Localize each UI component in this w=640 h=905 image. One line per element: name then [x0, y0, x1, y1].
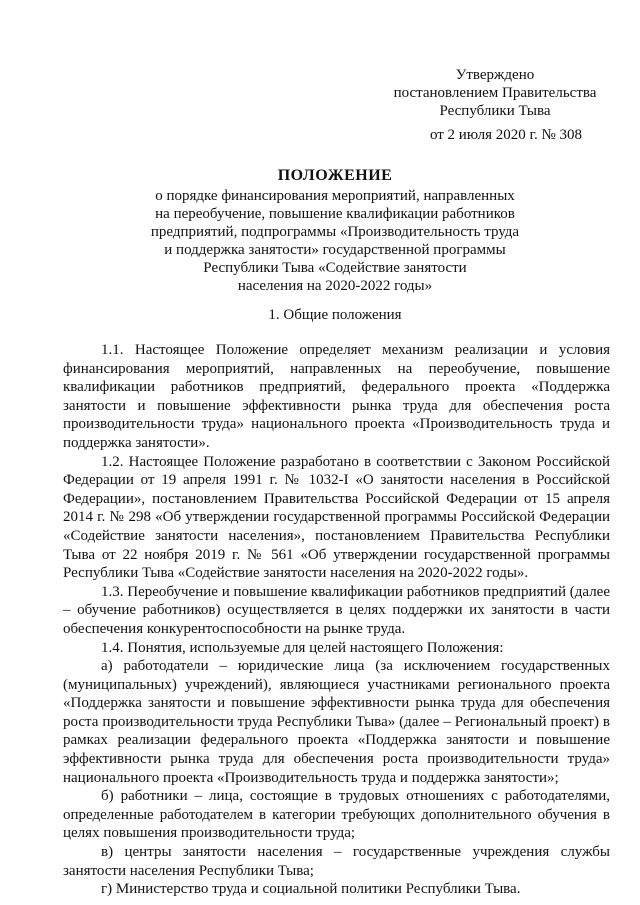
paragraph-1-2: 1.2. Настоящее Положение разработано в соответствии с Законом Российской Федерации от 19 апреля 1991 г. № 1032-I «О занятости населения в Российской Федерации», постановлением Правительства Российской Федерации от 15 апреля 2014 г. № 298 «Об утверждении государственной программы Российской Федерации «Содействие занятости населения», постановлением Правительства Республики Тыва от 22 ноября 2019 г. № 561 «Об утверждении государственной программы Республики Тыва «Содействие занятости населения на 2020-2022 годы». [63, 453, 610, 582]
subtitle-line: на переобучение, повышение квалификации работников [155, 206, 515, 222]
definition-a: а) работодатели – юридические лица (за исключением государственных (муниципальных) учреждений), являющиеся участниками регионального проекта «Поддержка занятости и повышение эффективности рынка труда для обеспечения роста производительности труда Республики Тыва» (далее – Региональный проект) в рамках реализации федерального проекта «Поддержка занятости и повышение эффективности рынка труда для обеспечения роста производительности труда» национального проекта «Производительность труда и поддержка занятости»; [63, 658, 610, 786]
paragraph-1-1: 1.1. Настоящее Положение определяет механизм реализации и условия финансирования мероприятий, направленных на переобучение, повышение квалификации работников предприятий, федерального проекта «Поддержка занятости и повышение эффективности рынка труда для обеспечения роста производительности труда» национального проекта «Производительность труда и поддержка занятости». [63, 342, 610, 451]
subtitle-line: Республики Тыва «Содействие занятости [203, 260, 467, 276]
document-subtitle [100, 187, 570, 295]
definition-v: в) центры занятости населения – государственные учреждения службы занятости населения Республики Тыва; [63, 844, 610, 879]
subtitle-line: предприятий, подпрограммы «Производительность труда [150, 224, 520, 240]
approval-line-3: Республики Тыва [439, 103, 551, 119]
definition-g: г) Министерство труда и социальной политики Республики Тыва. [101, 881, 521, 898]
definition-b: б) работники – лица, состоящие в трудовых отношениях с работодателями, определенные работодателем в категории требующих дополнительного обучения в целях повышения производительности труда; [63, 788, 610, 842]
section-heading: 1. Общие положения [268, 307, 402, 323]
approval-line-1: Утверждено [455, 67, 535, 83]
document-body [63, 341, 610, 899]
approval-stamp-block [370, 66, 620, 144]
approval-date: от 2 июля 2020 г. № 308 [429, 127, 583, 143]
subtitle-line: о порядке финансирования мероприятий, направленных [155, 188, 515, 204]
document-title-block [100, 167, 570, 295]
paragraph-1-3: 1.3. Переобучение и повышение квалификации работников предприятий (далее – обучение работников) осуществляется в целях поддержки их занятости в части обеспечения конкурентоспособности на рынке труда. [63, 583, 610, 637]
subtitle-line: населения на 2020-2022 годы» [237, 278, 433, 294]
document-title: ПОЛОЖЕНИЕ [277, 167, 393, 184]
paragraph-1-4: 1.4. Понятия, используемые для целей настоящего Положения: [101, 639, 504, 656]
approval-line-2: постановлением Правительства [393, 85, 597, 101]
subtitle-line: и поддержка занятости» государственной программы [164, 242, 506, 258]
